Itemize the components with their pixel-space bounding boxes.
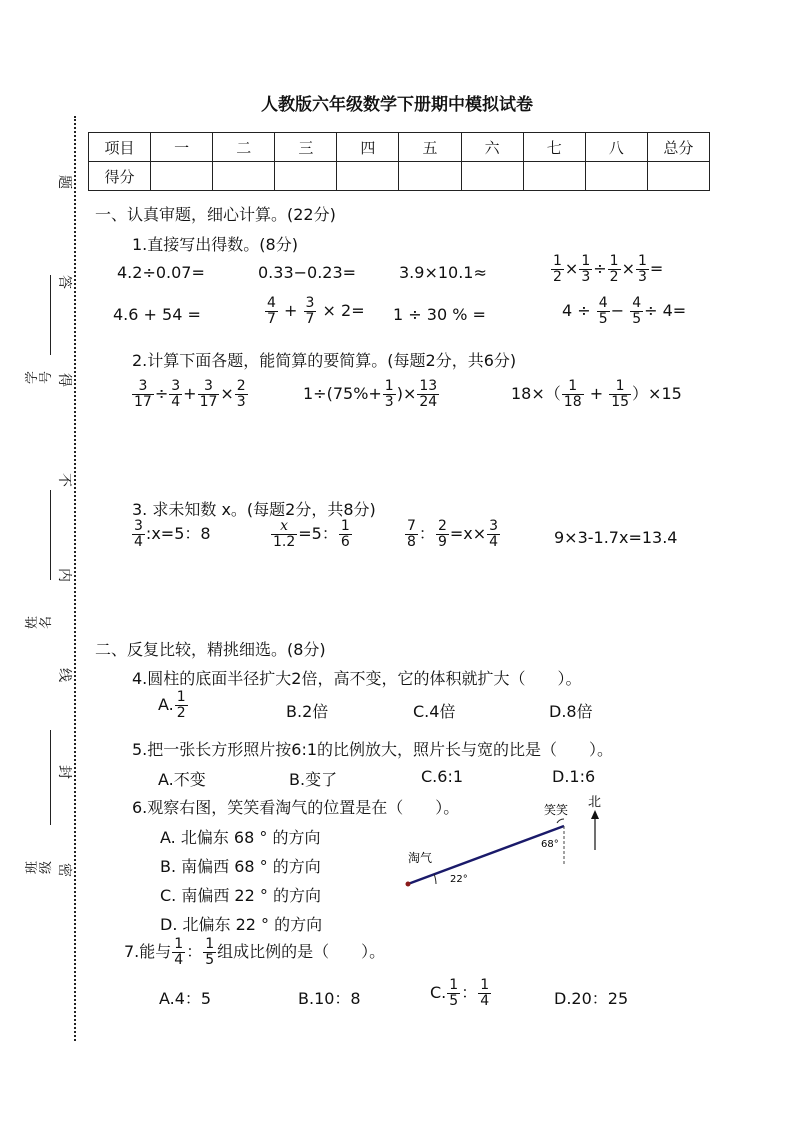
q6-option-c[interactable]: C. 南偏西 22 ° 的方向 bbox=[160, 886, 321, 905]
score-input-cell[interactable] bbox=[585, 162, 647, 191]
table-cell: 八 bbox=[585, 133, 647, 162]
q5-option-d[interactable]: D.1:6 bbox=[552, 767, 596, 786]
score-table-score-row bbox=[89, 162, 710, 191]
q1-expr-a: 4.2÷0.07= bbox=[117, 263, 205, 282]
seal-char: 封 bbox=[56, 765, 72, 779]
score-table-header-row bbox=[89, 133, 710, 162]
fraction: $\frac{1}{2}$ bbox=[176, 689, 186, 721]
page-title: 人教版六年级数学下册期中模拟试卷 bbox=[261, 95, 533, 115]
fraction: $\frac{3}{17}$ bbox=[134, 378, 152, 410]
fraction: $\frac{3}{4}$ bbox=[171, 378, 181, 410]
name-line bbox=[50, 490, 51, 580]
q6-option-b[interactable]: B. 南偏西 68 ° 的方向 bbox=[160, 857, 321, 876]
fraction: $\frac{3}{4}$ bbox=[134, 518, 143, 550]
score-table bbox=[88, 132, 710, 191]
q6-direction-diagram bbox=[398, 792, 618, 896]
table-cell: 五 bbox=[399, 133, 461, 162]
table-cell: 七 bbox=[523, 133, 585, 162]
q7-option-d[interactable]: D.20：25 bbox=[554, 989, 629, 1008]
q4-option-d[interactable]: D.8倍 bbox=[549, 702, 593, 721]
q2-expr-c: 18×（ $\frac{1}{18}$ + $\frac{1}{15}$ ）×15 bbox=[511, 378, 682, 410]
q7-option-a[interactable]: A.4：5 bbox=[159, 989, 212, 1008]
fig-angle-22: 22° bbox=[450, 874, 468, 885]
q1-expr-e: 4.6 + 54 = bbox=[113, 305, 201, 324]
q3-title: 3. 求未知数 x。(每题2分，共8分) bbox=[132, 500, 376, 519]
q5-option-a[interactable]: A.不变 bbox=[158, 770, 206, 789]
q5-option-c[interactable]: C.6:1 bbox=[421, 767, 464, 786]
seal-char: 题 bbox=[56, 175, 72, 189]
q2-expr-b: 1÷(75%+ $\frac{1}{3}$ )× $\frac{13}{24}$ bbox=[303, 378, 438, 410]
fig-angle-68: 68° bbox=[541, 839, 559, 850]
q3-expr-b: $\frac{x}{1.2}$ =5： $\frac{1}{6}$ bbox=[273, 518, 350, 550]
fraction: $\frac{1}{18}$ bbox=[563, 378, 582, 410]
table-cell: 四 bbox=[337, 133, 399, 162]
class-line bbox=[50, 730, 51, 825]
fig-taoqi-label: 淘气 bbox=[408, 851, 433, 865]
fraction: $\frac{1}{4}$ bbox=[174, 936, 184, 968]
score-input-cell[interactable] bbox=[461, 162, 523, 191]
table-cell: 二 bbox=[213, 133, 275, 162]
score-input-cell[interactable] bbox=[523, 162, 585, 191]
fraction: $\frac{1}{15}$ bbox=[611, 378, 630, 410]
q1-expr-f: $\frac{4}{7}$ + $\frac{3}{7}$ × 2= bbox=[267, 295, 365, 327]
score-input-cell[interactable] bbox=[151, 162, 213, 191]
score-input-cell[interactable] bbox=[647, 162, 709, 191]
seal-char: 答 bbox=[56, 275, 72, 289]
fraction: $\frac{x}{1.2}$ bbox=[273, 518, 296, 550]
q5-stem: 5.把一张长方形照片按6:1的比例放大，照片长与宽的比是（ ）。 bbox=[132, 740, 614, 759]
fig-xiaoxiao-label: 笑笑 bbox=[544, 803, 569, 817]
fraction: $\frac{4}{7}$ bbox=[267, 295, 276, 327]
q1-expr-b: 0.33−0.23= bbox=[258, 263, 357, 282]
q3-expr-d: 9×3-1.7x=13.4 bbox=[554, 528, 678, 547]
fraction: $\frac{1}{3}$ bbox=[637, 253, 647, 285]
q1-expr-g: 1 ÷ 30 % = bbox=[393, 305, 486, 324]
seal-char: 得 bbox=[56, 373, 72, 387]
taoqi-point bbox=[406, 882, 411, 887]
fraction: $\frac{1}{4}$ bbox=[480, 977, 490, 1009]
q3-expr-a: $\frac{3}{4}$ :x=5：8 bbox=[134, 518, 211, 550]
fraction: $\frac{1}{2}$ bbox=[553, 253, 562, 285]
student-id-label: 学号 bbox=[25, 370, 54, 384]
q4-option-b[interactable]: B.2倍 bbox=[286, 702, 329, 721]
fig-north-label: 北 bbox=[588, 795, 602, 810]
fraction: $\frac{3}{7}$ bbox=[305, 295, 315, 327]
q7-option-b[interactable]: B.10：8 bbox=[298, 989, 361, 1008]
fraction: $\frac{2}{9}$ bbox=[437, 518, 447, 550]
section2-title: 二、反复比较，精挑细选。(8分) bbox=[95, 640, 326, 659]
q4-option-c[interactable]: C.4倍 bbox=[413, 702, 456, 721]
score-input-cell[interactable] bbox=[337, 162, 399, 191]
table-cell: 三 bbox=[275, 133, 337, 162]
q4-stem: 4.圆柱的底面半径扩大2倍，高不变，它的体积就扩大（ ）。 bbox=[132, 669, 582, 688]
q5-option-b[interactable]: B.变了 bbox=[289, 770, 338, 789]
q6-stem: 6.观察右图，笑笑看淘气的位置是在（ ）。 bbox=[132, 798, 460, 817]
q6-option-a[interactable]: A. 北偏东 68 ° 的方向 bbox=[160, 828, 321, 847]
q2-expr-a: $\frac{3}{17}$ ÷ $\frac{3}{4}$ + $\frac{3}{17}$ × $\frac{2}{3}$ bbox=[134, 378, 246, 410]
name-label: 姓名 bbox=[25, 615, 54, 629]
fraction: $\frac{1}{2}$ bbox=[609, 253, 619, 285]
fraction: $\frac{7}{8}$ bbox=[407, 518, 416, 550]
score-input-cell[interactable] bbox=[275, 162, 337, 191]
q2-title: 2.计算下面各题，能简算的要简算。(每题2分，共6分) bbox=[132, 351, 517, 370]
seal-char: 不 bbox=[56, 473, 72, 487]
seal-char: 线 bbox=[56, 668, 72, 682]
q1-expr-h: 4 ÷ $\frac{4}{5}$ − $\frac{4}{5}$ ÷ 4= bbox=[562, 295, 687, 327]
q4-option-a[interactable]: A. $\frac{1}{2}$ bbox=[158, 689, 186, 721]
fraction: $\frac{13}{24}$ bbox=[419, 378, 438, 410]
score-input-cell[interactable] bbox=[213, 162, 275, 191]
student-id-line bbox=[50, 275, 51, 355]
fraction: $\frac{1}{6}$ bbox=[340, 518, 350, 550]
fraction: $\frac{4}{5}$ bbox=[598, 295, 608, 327]
section1-title: 一、认真审题，细心计算。(22分) bbox=[95, 205, 336, 224]
q3-expr-c: $\frac{7}{8}$ ： $\frac{2}{9}$ =x× $\frac{3}{4}$ bbox=[407, 518, 499, 550]
angle-arc-68 bbox=[557, 819, 564, 823]
q6-option-d[interactable]: D. 北偏东 22 ° 的方向 bbox=[160, 915, 323, 934]
table-cell: 项目 bbox=[89, 133, 151, 162]
angle-arc-22 bbox=[434, 874, 436, 884]
fraction: $\frac{2}{3}$ bbox=[236, 378, 246, 410]
table-cell: 总分 bbox=[647, 133, 709, 162]
q7-option-c[interactable]: C. $\frac{1}{5}$ ： $\frac{1}{4}$ bbox=[430, 977, 490, 1009]
fraction: $\frac{3}{17}$ bbox=[199, 378, 218, 410]
north-arrowhead-icon bbox=[591, 810, 599, 819]
fraction: $\frac{4}{5}$ bbox=[632, 295, 642, 327]
table-cell: 六 bbox=[461, 133, 523, 162]
fraction: $\frac{1}{3}$ bbox=[384, 378, 394, 410]
fraction: $\frac{3}{4}$ bbox=[489, 518, 499, 550]
table-cell: 一 bbox=[151, 133, 213, 162]
seal-char: 内 bbox=[56, 568, 72, 582]
q1-expr-d: $\frac{1}{2}$ × $\frac{1}{3}$ ÷ $\frac{1}{2}$ × $\frac{1}{3}$ = bbox=[553, 253, 664, 285]
q1-title: 1.直接写出得数。(8分) bbox=[132, 235, 298, 254]
class-label: 班级 bbox=[25, 860, 54, 874]
fraction: $\frac{1}{5}$ bbox=[205, 936, 215, 968]
q7-stem: 7.能与 $\frac{1}{4}$ ： $\frac{1}{5}$ 组成比例的是（ ）。 bbox=[124, 936, 386, 968]
seal-char: 密 bbox=[56, 863, 72, 877]
fraction: $\frac{1}{3}$ bbox=[581, 253, 591, 285]
score-input-cell[interactable] bbox=[399, 162, 461, 191]
table-cell: 得分 bbox=[89, 162, 151, 191]
fraction: $\frac{1}{5}$ bbox=[449, 977, 459, 1009]
q1-expr-c: 3.9×10.1≈ bbox=[399, 263, 487, 282]
